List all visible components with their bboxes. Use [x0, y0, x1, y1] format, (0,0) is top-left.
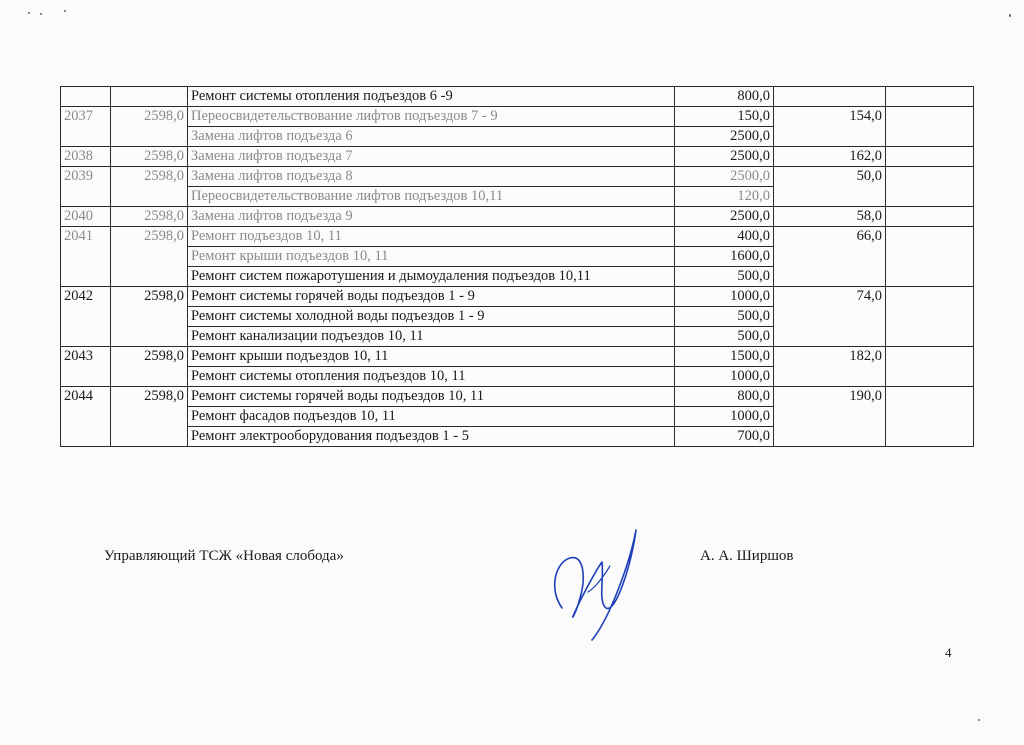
empty-cell — [886, 147, 974, 167]
work-cell: Ремонт электрооборудования подъездов 1 - 5 — [188, 427, 675, 447]
amount-cell: 1000,0 — [675, 407, 774, 427]
balance-cell: 154,0 — [774, 107, 886, 147]
balance-cell — [774, 87, 886, 107]
scan-speck — [40, 13, 42, 15]
table-row — [61, 167, 974, 187]
work-cell: Замена лифтов подъезда 6 — [188, 127, 675, 147]
work-cell: Ремонт системы горячей воды подъездов 10, 11 — [188, 387, 675, 407]
year-cell: 2044 — [61, 387, 111, 447]
empty-cell — [886, 227, 974, 287]
amount-cell: 120,0 — [675, 187, 774, 207]
table-row — [61, 347, 974, 367]
table-row — [61, 147, 974, 167]
work-cell: Ремонт крыши подъездов 10, 11 — [188, 347, 675, 367]
manager-position: Управляющий ТСЖ «Новая слобода» — [104, 548, 344, 564]
amount-cell: 500,0 — [675, 327, 774, 347]
amount-cell: 1000,0 — [675, 287, 774, 307]
amount-cell: 700,0 — [675, 427, 774, 447]
balance-cell: 58,0 — [774, 207, 886, 227]
empty-cell — [886, 167, 974, 207]
total-cell: 2598,0 — [111, 167, 188, 207]
amount-cell: 500,0 — [675, 267, 774, 287]
total-cell — [111, 87, 188, 107]
total-cell: 2598,0 — [111, 227, 188, 287]
empty-cell — [886, 87, 974, 107]
amount-cell: 800,0 — [675, 387, 774, 407]
balance-cell: 182,0 — [774, 347, 886, 387]
table-row — [61, 87, 974, 107]
balance-cell: 74,0 — [774, 287, 886, 347]
scan-speck — [1009, 14, 1011, 17]
page-number: 4 — [945, 645, 952, 660]
year-cell: 2041 — [61, 227, 111, 287]
work-cell: Замена лифтов подъезда 9 — [188, 207, 675, 227]
year-cell — [61, 87, 111, 107]
balance-cell: 190,0 — [774, 387, 886, 447]
year-cell: 2037 — [61, 107, 111, 147]
work-cell: Замена лифтов подъезда 7 — [188, 147, 675, 167]
scan-speck — [978, 719, 980, 721]
balance-cell: 50,0 — [774, 167, 886, 207]
work-cell: Ремонт фасадов подъездов 10, 11 — [188, 407, 675, 427]
amount-cell: 2500,0 — [675, 207, 774, 227]
work-cell: Переосвидетельствование лифтов подъездов 10,11 — [188, 187, 675, 207]
total-cell: 2598,0 — [111, 287, 188, 347]
empty-cell — [886, 207, 974, 227]
total-cell: 2598,0 — [111, 207, 188, 227]
empty-cell — [886, 107, 974, 147]
signature-icon — [540, 522, 650, 648]
work-cell: Ремонт крыши подъездов 10, 11 — [188, 247, 675, 267]
work-cell: Ремонт канализации подъездов 10, 11 — [188, 327, 675, 347]
total-cell: 2598,0 — [111, 387, 188, 447]
work-cell: Ремонт подъездов 10, 11 — [188, 227, 675, 247]
amount-cell: 800,0 — [675, 87, 774, 107]
total-cell: 2598,0 — [111, 107, 188, 147]
scan-speck — [28, 12, 30, 14]
scan-speck — [64, 10, 66, 12]
table-row — [61, 287, 974, 307]
manager-name: А. А. Ширшов — [700, 548, 794, 564]
amount-cell: 1500,0 — [675, 347, 774, 367]
year-cell: 2042 — [61, 287, 111, 347]
year-cell: 2043 — [61, 347, 111, 387]
table-row — [61, 107, 974, 127]
work-cell: Переосвидетельствование лифтов подъездов 7 - 9 — [188, 107, 675, 127]
year-cell: 2040 — [61, 207, 111, 227]
amount-cell: 1600,0 — [675, 247, 774, 267]
balance-cell: 66,0 — [774, 227, 886, 287]
amount-cell: 1000,0 — [675, 367, 774, 387]
work-cell: Ремонт системы холодной воды подъездов 1 - 9 — [188, 307, 675, 327]
empty-cell — [886, 387, 974, 447]
amount-cell: 400,0 — [675, 227, 774, 247]
amount-cell: 2500,0 — [675, 167, 774, 187]
table-row — [61, 227, 974, 247]
total-cell: 2598,0 — [111, 147, 188, 167]
work-cell: Ремонт системы горячей воды подъездов 1 - 9 — [188, 287, 675, 307]
work-cell: Ремонт системы отопления подъездов 6 -9 — [188, 87, 675, 107]
year-cell: 2038 — [61, 147, 111, 167]
year-cell: 2039 — [61, 167, 111, 207]
amount-cell: 150,0 — [675, 107, 774, 127]
amount-cell: 500,0 — [675, 307, 774, 327]
table-row — [61, 207, 974, 227]
repair-plan-table — [60, 86, 974, 447]
amount-cell: 2500,0 — [675, 127, 774, 147]
balance-cell: 162,0 — [774, 147, 886, 167]
table-row — [61, 387, 974, 407]
empty-cell — [886, 287, 974, 347]
work-cell: Ремонт систем пожаротушения и дымоудаления подъездов 10,11 — [188, 267, 675, 287]
total-cell: 2598,0 — [111, 347, 188, 387]
work-cell: Ремонт системы отопления подъездов 10, 11 — [188, 367, 675, 387]
amount-cell: 2500,0 — [675, 147, 774, 167]
work-cell: Замена лифтов подъезда 8 — [188, 167, 675, 187]
empty-cell — [886, 347, 974, 387]
